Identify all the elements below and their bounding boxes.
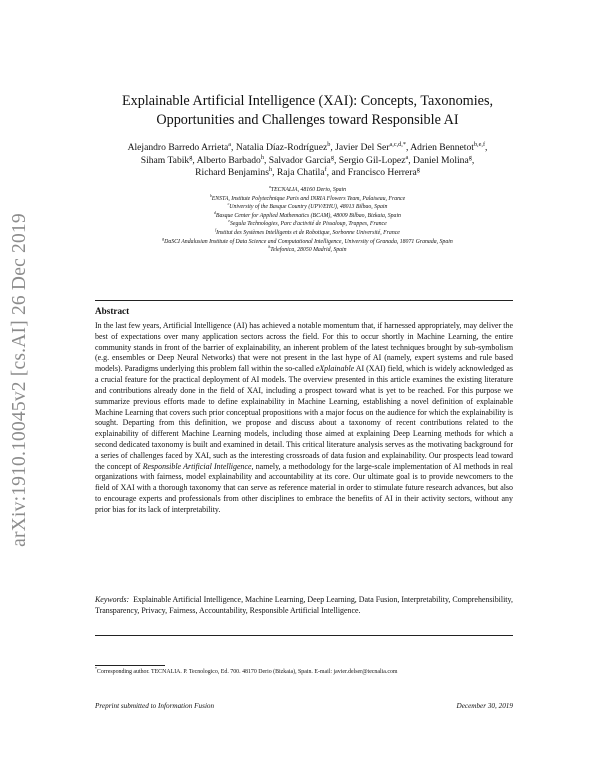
corresponding-author-footnote [95, 668, 525, 676]
keywords-label: Keywords: [95, 595, 130, 604]
preprint-date: December 30, 2019 [456, 702, 513, 710]
abstract-emphasis: Responsible Artificial Intelligence [142, 461, 252, 471]
abstract-emphasis: eXplainable [315, 364, 355, 374]
title-line-2: Opportunities and Challenges toward Responsible AI [156, 112, 459, 128]
author-affiliation-mark: f [324, 166, 327, 173]
affiliation-item: $^h$Telefonica, 28050 Madrid, Spain [268, 245, 347, 254]
author-name: Daniel Molina [413, 154, 469, 166]
author-name: Sergio Gil-Lopez [338, 154, 406, 166]
author-affiliation-mark: a [228, 140, 232, 148]
author-affiliation-mark: a [405, 153, 409, 161]
keywords [95, 595, 513, 617]
author-name: Natalia Díaz-Rodríguez [235, 142, 328, 153]
footnote-text: Corresponding author. TECNALIA. P. Tecnologico, Ed. 700. 48170 Derio (Bizkaia), Spain. E-mail: javier.delser@tecnalia.com [96, 669, 398, 675]
author-affiliation-mark: g [189, 153, 193, 161]
arxiv-identifier-text: arXiv:1910.10045v2 [cs.AI] 26 Dec 2019 [9, 213, 30, 547]
author-name: Raja Chatila [276, 167, 325, 179]
author-name: Salvador Garcia [268, 154, 331, 166]
affiliation-item: $^e$Segula Technologies, Parc d'activité de Pissaloup, Trappes, France [228, 219, 387, 228]
author-affiliation-mark: a,c,d,* [389, 140, 406, 148]
author-name: Richard Benjamins [195, 167, 269, 179]
affiliation-item: $^b$ENSTA, Institute Polytechnique Paris and INRIA Flowers Team, Palaiseau, France [209, 193, 406, 202]
author-affiliation-mark: b,e,f [473, 140, 486, 148]
abstract-top-rule [95, 300, 513, 301]
arxiv-identifier-stamp [6, 175, 34, 585]
keywords-text: Explainable Artificial Intelligence, Machine Learning, Deep Learning, Data Fusion, Interpretability, Comprehensibility, Transparency, Privacy, Fairness, Accountability, Responsible Artificial Intelligence. [95, 595, 513, 615]
author-name: Francisco Herrera [347, 167, 417, 179]
footnote-mark: * [95, 667, 97, 672]
abstract-body: In the last few years, Artificial Intelligence (AI) has achieved a notable momentum that, if harnessed appropriately, may deliver the best of expectations over many application sectors across the field. For this to occur shortly in Machine Learning, the entire community stands in front of the barrier of explainability, an inherent problem of the latest techniques brought by sub-symbolism (e.g. ensembles or Deep Neural Networks) that were not present in the last hype of AI (namely, expert systems and rule based models). Paradigms underlying this problem fall within the so-called eXplainable AI (XAI) field, which is widely acknowledged as a crucial feature for the practical deployment of AI models. The overview presented in this article examines the existing literature and contributions already done in the field of XAI, including a prospect toward what is yet to be reached. For this purpose we summarize previous efforts made to define explainability in Machine Learning, establishing a novel definition of explainable Machine Learning that covers such prior conceptual propositions with a major focus on the audience for which the explainability is sought. Departing from this definition, we propose and discuss about a taxonomy of recent contributions related to the explainability of different Machine Learning models, including those aimed at explaining Deep Learning methods for which a second dedicated taxonomy is built and examined in detail. This critical literature analysis serves as the motivating background for a series of challenges faced by XAI, such as the interesting crossroads of data fusion and explainability. Our prospects lead toward the concept of Responsible Artificial Intelligence, namely, a methodology for the large-scale implementation of AI methods in real organizations with fairness, model explainability and accountability at its core. Our ultimate goal is to provide newcomers to the field of XAI with a thorough taxonomy that can serve as reference material in order to stimulate future research advances, but also to encourage experts and professionals from other disciplines to embrace the benefits of AI in their activity sectors, without any prior bias for its lack of interpretability. [95, 321, 513, 514]
affiliation-item: $^c$University of the Basque Country (UPV/EHU), 48013 Bilbao, Spain [227, 202, 388, 211]
author-affiliation-mark: g [416, 166, 420, 173]
author-affiliation-mark: h [260, 153, 264, 161]
affiliation-item: $^g$DaSCI Andalusian Institute of Data Science and Computational Intelligence, University of Granada, 18071 Granada, Spain [162, 236, 453, 245]
author-name: Javier Del Ser [335, 142, 390, 153]
abstract-heading: Abstract [95, 306, 130, 316]
paper-title [80, 92, 535, 130]
author-name: Alberto Barbado [196, 154, 261, 166]
author-name: Alejandro Barredo Arrieta [127, 142, 229, 153]
abstract-bottom-rule [95, 635, 513, 636]
author-line-2: Siham Tabik$^g$, Alberto Barbado$^h$, Salvador Garcia$^g$, Sergio Gil-Lopez$^a$, Daniel Molina$^g$, [140, 153, 475, 166]
affiliation-list [70, 186, 545, 255]
affiliation-item: $^a$TECNALIA, 48160 Derio, Spain [268, 185, 347, 193]
title-line-1: Explainable Artificial Intelligence (XAI): Concepts, Taxonomies, [121, 93, 494, 109]
author-affiliation-mark: g [330, 153, 334, 161]
preprint-note: Preprint submitted to Information Fusion [95, 702, 215, 710]
author-affiliation-mark: b [327, 140, 331, 148]
affiliation-item: $^d$Basque Center for Applied Mathematics (BCAM), 48009 Bilbao, Bizkaia, Spain [214, 210, 401, 219]
author-name: Siham Tabik [140, 154, 190, 166]
author-affiliation-mark: g [468, 153, 472, 161]
author-list [80, 142, 535, 180]
footnote-rule [95, 665, 165, 666]
author-affiliation-mark: h [268, 166, 273, 173]
affiliation-item: $^f$Institut des Systèmes Intelligents et de Robotique, Sorbonne Université, France [215, 228, 400, 236]
author-line-3: Richard Benjamins$^h$, Raja Chatila$^f$, and Francisco Herrera$^g$ [195, 166, 420, 179]
author-name: Adrien Bennetot [410, 142, 474, 153]
author-line-1: Alejandro Barredo Arrieta$^a$, Natalia Díaz-Rodríguez$^b$, Javier Del Ser$^{a,c,d,*}$, Adrien Bennetot$^{b,e,f}$, [127, 140, 488, 153]
